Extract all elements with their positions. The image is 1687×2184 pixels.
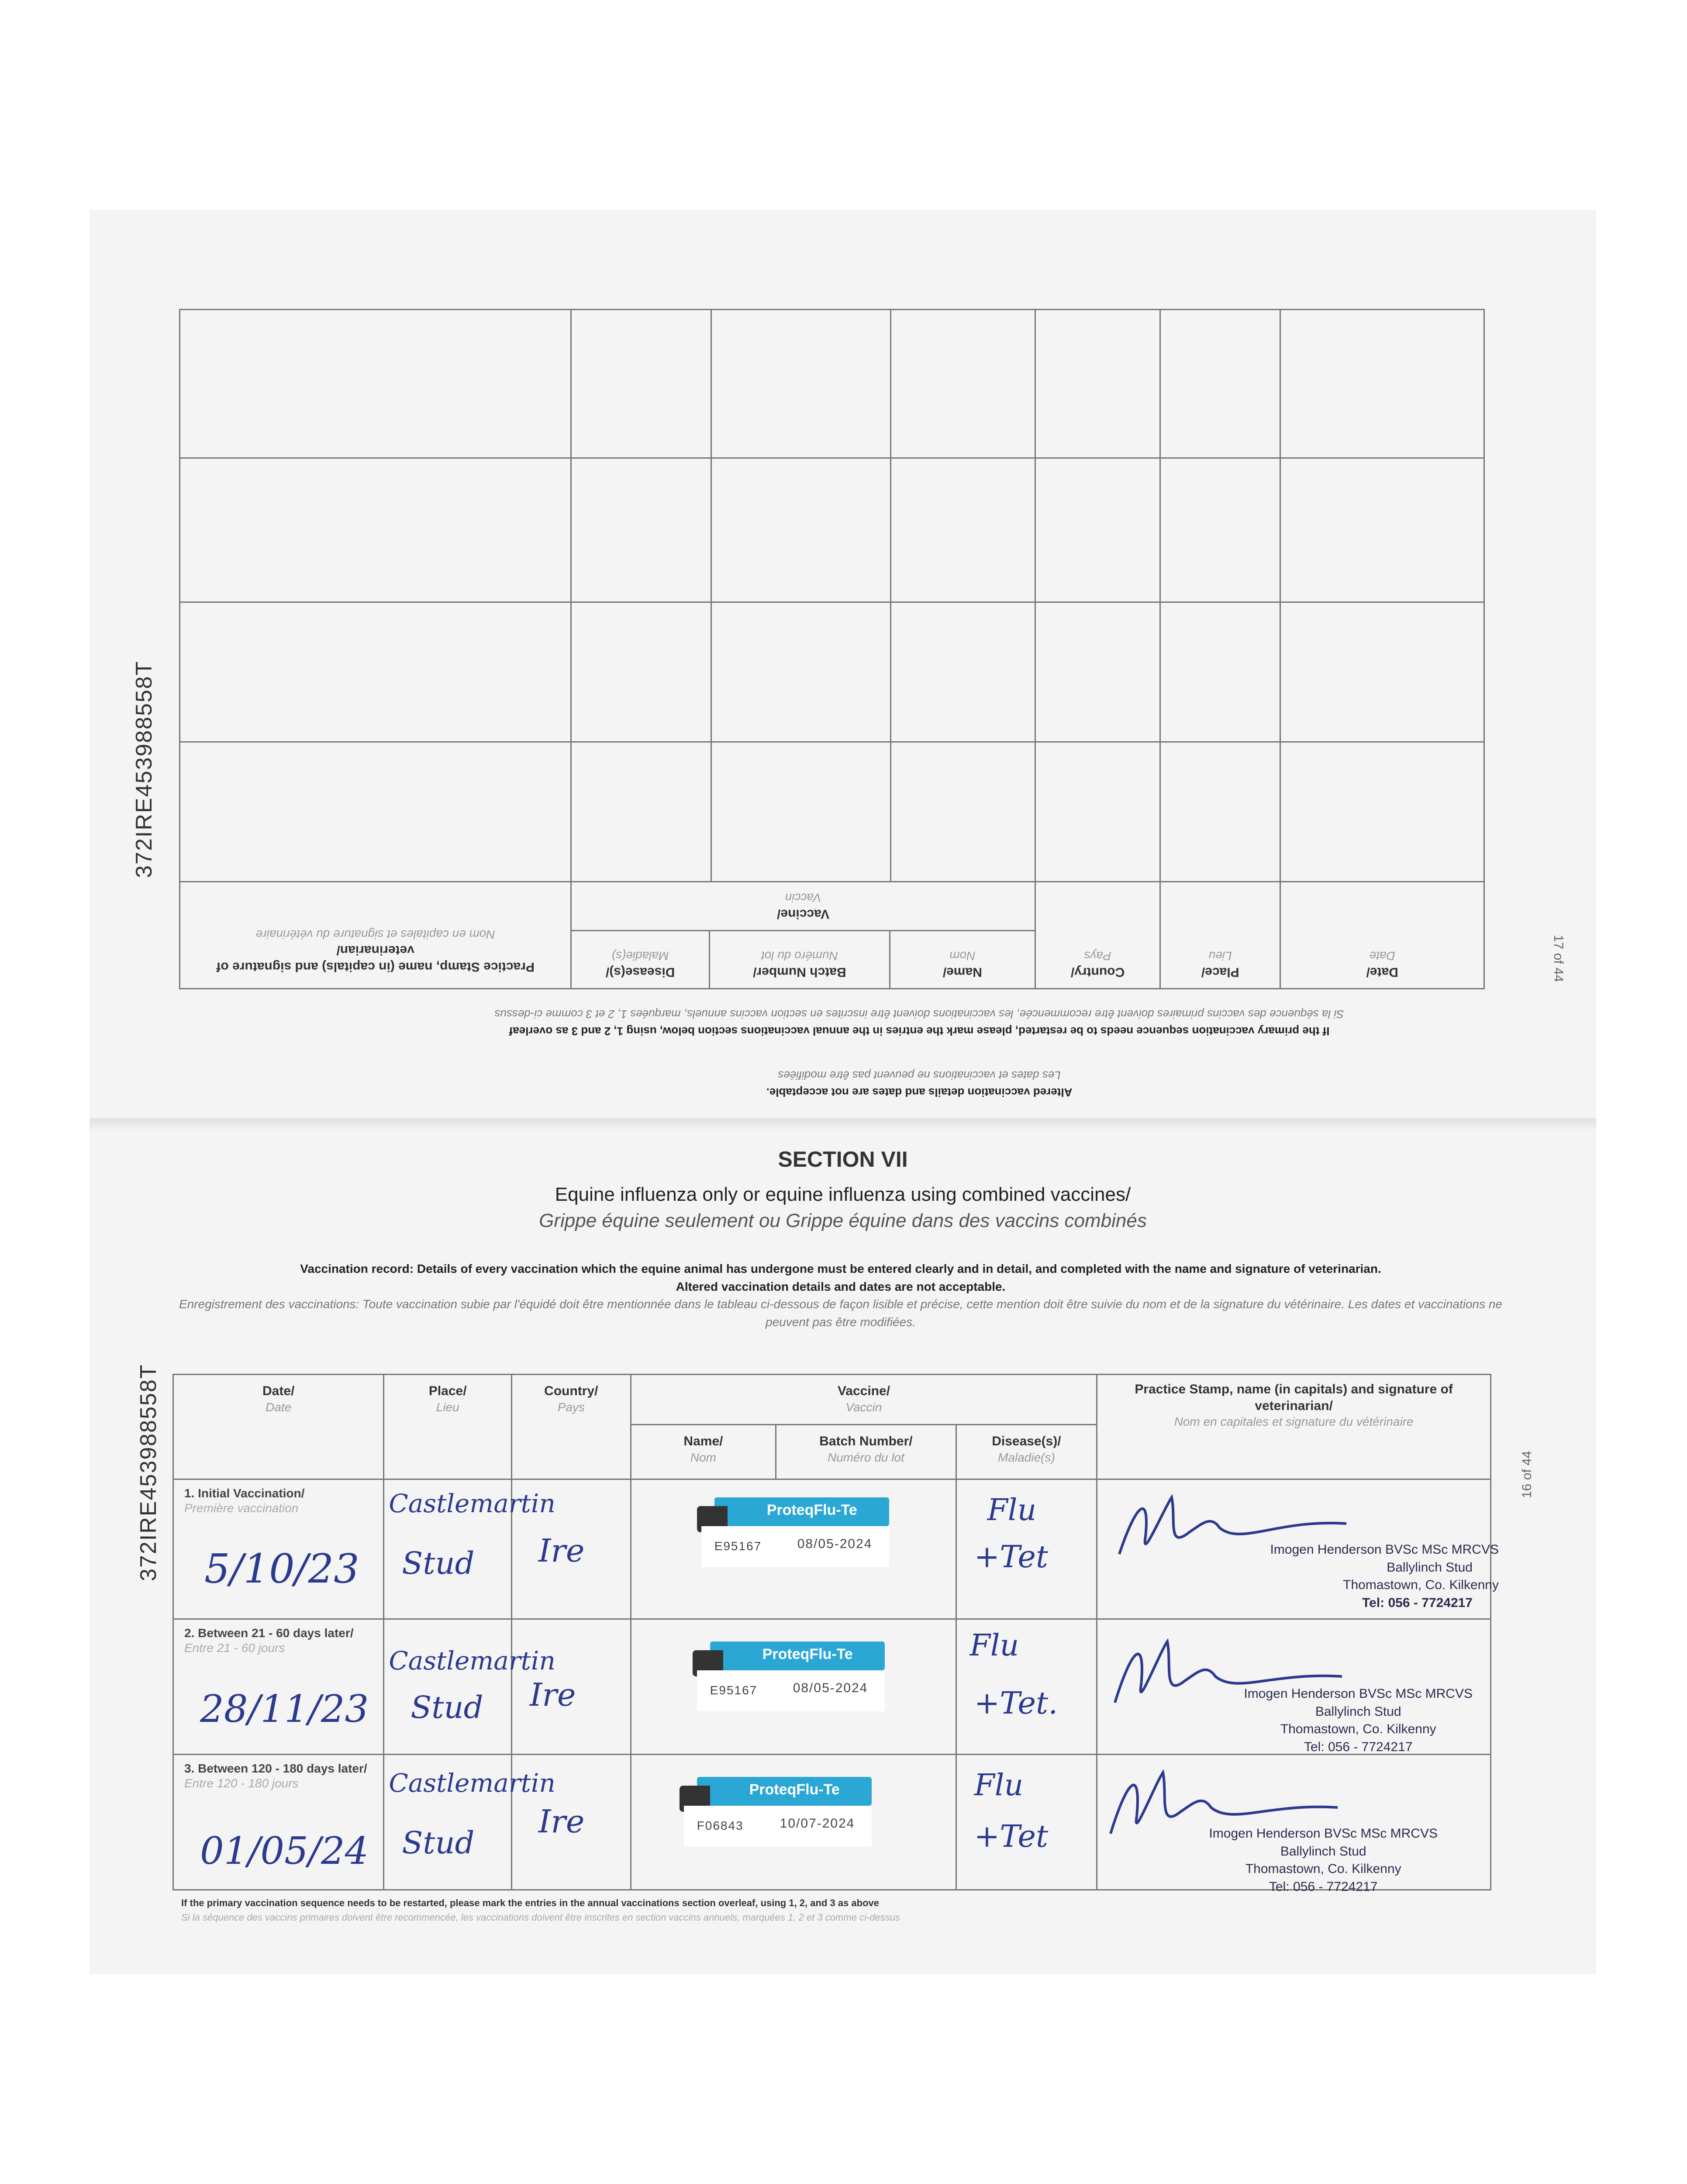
- top-row-cell[interactable]: [571, 602, 711, 742]
- disease-cell[interactable]: [956, 1619, 1097, 1755]
- top-row-cell[interactable]: [571, 458, 711, 602]
- top-row-cell[interactable]: [890, 310, 1035, 458]
- top-row-cell[interactable]: [180, 742, 571, 882]
- top-row-cell[interactable]: [180, 310, 571, 458]
- header-place: Place/ Lieu: [384, 1375, 512, 1479]
- top-note-restart-fr: Si la séquence des vaccins primaires doivent être recommencée, les vaccinations doivent être inscrites en section vaccins annuels, marquées 1, 2 et 3 comme ci-dessus: [494, 1008, 1344, 1021]
- place-cell[interactable]: [384, 1755, 555, 1890]
- record-note: Vaccination record: Details of every vaccination which the equine animal has undergone must be entered clearly and in detail, and completed with the name and signature of veterinarian.: [300, 1262, 1381, 1275]
- top-row-cell[interactable]: [711, 310, 890, 458]
- sticker-brand: ProteqFlu-Te: [766, 1502, 857, 1518]
- top-row-cell[interactable]: [711, 742, 890, 882]
- top-header-place: Place/ Lieu: [1160, 882, 1280, 989]
- handwritten-disease: Flu: [974, 1768, 1024, 1803]
- handwritten-disease: Flu: [969, 1628, 1019, 1663]
- vaccine-sticker: [697, 1497, 889, 1567]
- bottom-side-id: 372IRE453988558T: [136, 1364, 161, 1581]
- top-note-altered-fr: Les dates et vaccinations ne peuvent pas être modifiées: [778, 1069, 1061, 1082]
- top-row-cell[interactable]: [890, 458, 1035, 602]
- vaccination-table: [172, 1374, 1499, 1894]
- vaccine-sticker-cell[interactable]: [631, 1479, 956, 1619]
- top-page-number: 17 of 44: [1551, 935, 1566, 982]
- sticker-batch: F06843: [697, 1819, 744, 1832]
- handwritten-country: Ire: [529, 1676, 576, 1713]
- top-note-restart: If the primary vaccination sequence needs to be restarted, please mark the entries in the annual vaccinations section below, using 1, 2 and 3 as overleaf: [509, 1025, 1330, 1038]
- record-note-fr: Enregistrement des vaccinations: Toute vaccination subie par l'équidé doit être mentionnée dans le tableau ci-dessous de façon lisible et précise, cette mention doit être suivie du nom et de la signature du vétérinaire. Les dates et vaccinations ne peuvent pas être modifiées.: [179, 1297, 1503, 1329]
- top-row-cell[interactable]: [890, 602, 1035, 742]
- top-notes-altered: [373, 1067, 1465, 1101]
- header-practice: Practice Stamp, name (in capitals) and signature of veterinarian/ Nom en capitales et signature du vétérinaire: [1097, 1375, 1491, 1479]
- vaccine-sticker: [680, 1777, 872, 1847]
- bottom-page: [90, 1129, 1596, 1974]
- handwritten-disease-2: +Tet: [974, 1818, 1049, 1854]
- disease-cell[interactable]: [956, 1479, 1097, 1619]
- header-country: Country/ Pays: [511, 1375, 631, 1479]
- sticker-expiry: 10/07-2024: [780, 1816, 855, 1831]
- handwritten-place-2: Stud: [402, 1545, 475, 1581]
- disease-cell[interactable]: [956, 1755, 1097, 1890]
- practice-cell[interactable]: [1097, 1619, 1491, 1755]
- top-note-altered: Altered vaccination details and dates are not acceptable.: [766, 1086, 1073, 1099]
- foot-note: If the primary vaccination sequence needs to be restarted, please mark the entries in the annual vaccinations section overleaf, using 1, 2, and 3 as above: [181, 1897, 880, 1908]
- handwritten-place: Castlemartin: [389, 1646, 555, 1676]
- handwritten-place: Castlemartin: [389, 1489, 555, 1518]
- table-row: [173, 1479, 1491, 1619]
- bottom-page-number: 16 of 44: [1520, 1451, 1534, 1498]
- top-row-cell[interactable]: [1035, 742, 1160, 882]
- top-row-cell[interactable]: [1035, 602, 1160, 742]
- top-row-cell[interactable]: [1160, 742, 1280, 882]
- practice-cell[interactable]: [1097, 1755, 1491, 1894]
- vaccine-sticker-cell[interactable]: [631, 1619, 956, 1755]
- record-notes: [172, 1260, 1509, 1331]
- top-vaccination-table: [179, 309, 1485, 989]
- top-row-cell[interactable]: [711, 602, 890, 742]
- handwritten-date: 28/11/23: [200, 1687, 369, 1731]
- top-row-cell[interactable]: [1280, 742, 1484, 882]
- handwritten-country: Ire: [538, 1532, 585, 1569]
- table-row: [173, 1619, 1491, 1755]
- practice-stamp: Imogen Henderson BVSc MSc MRCVS Ballylinch Stud Thomastown, Co. Kilkenny Tel: 056 - 7724217: [1270, 1542, 1499, 1610]
- top-header-country: Country/ Pays: [1035, 882, 1160, 989]
- practice-stamp: Imogen Henderson BVSc MSc MRCVS Ballylinch Stud Thomastown, Co. Kilkenny Tel: 056 - 7724217: [1209, 1826, 1438, 1894]
- vaccine-sticker: [693, 1641, 885, 1711]
- sticker-batch: E95167: [714, 1539, 762, 1553]
- top-side-id: 372IRE453988558T: [131, 660, 157, 878]
- top-row-cell[interactable]: [1160, 310, 1280, 458]
- sticker-brand: ProteqFlu-Te: [749, 1781, 840, 1798]
- top-row-cell[interactable]: [1160, 602, 1280, 742]
- vaccine-sticker-cell[interactable]: [631, 1755, 956, 1890]
- record-note-2: Altered vaccination details and dates are not acceptable.: [676, 1279, 1006, 1293]
- top-header-vaccine: Name/ Nom Batch Number/ Numéro du lot Disease(s)/ Maladie(s) Vaccine/ Vaccin: [571, 882, 1035, 989]
- handwritten-country: Ire: [538, 1803, 585, 1840]
- top-header-practice: Practice Stamp, name (in capitals) and signature of veterinarian/ Nom en capitales et signature du vétérinaire: [180, 882, 571, 989]
- handwritten-disease-2: +Tet: [974, 1539, 1049, 1575]
- handwritten-date: 01/05/24: [200, 1829, 369, 1873]
- country-cell[interactable]: [511, 1619, 631, 1755]
- header-vaccine: Vaccine/ Vaccin: [631, 1375, 1097, 1425]
- top-row-cell[interactable]: [711, 458, 890, 602]
- date-cell[interactable]: 2. Between 21 - 60 days later/ Entre 21 - 60 jours 28/11/23: [173, 1619, 384, 1755]
- top-row-cell[interactable]: [890, 742, 1035, 882]
- practice-cell[interactable]: [1097, 1479, 1499, 1619]
- header-name: Name/ Nom: [631, 1425, 776, 1479]
- top-row-cell[interactable]: [180, 602, 571, 742]
- top-row-cell[interactable]: [1280, 310, 1484, 458]
- top-row-cell[interactable]: [571, 310, 711, 458]
- handwritten-place-2: Stud: [411, 1690, 483, 1725]
- sticker-batch: E95167: [710, 1683, 758, 1697]
- date-cell[interactable]: 3. Between 120 - 180 days later/ Entre 120 - 180 jours 01/05/24: [173, 1755, 384, 1890]
- section-title: SECTION VII: [778, 1147, 908, 1171]
- top-row-cell[interactable]: [571, 742, 711, 882]
- handwritten-disease-2: +Tet.: [974, 1685, 1058, 1721]
- top-row-cell[interactable]: [1035, 310, 1160, 458]
- top-page: [90, 210, 1596, 1127]
- header-disease: Disease(s)/ Maladie(s): [956, 1425, 1097, 1479]
- table-row: [173, 1755, 1491, 1890]
- handwritten-place-2: Stud: [402, 1825, 475, 1861]
- header-date: Date/ Date: [173, 1375, 384, 1479]
- header-batch: Batch Number/ Numéro du lot: [776, 1425, 956, 1479]
- top-row-cell[interactable]: [1035, 458, 1160, 602]
- handwritten-disease: Flu: [987, 1493, 1037, 1527]
- top-row-cell[interactable]: [1280, 602, 1484, 742]
- section-heading-fr: Grippe équine seulement ou Grippe équine dans des vaccins combinés: [539, 1210, 1147, 1231]
- handwritten-place: Castlemartin: [389, 1768, 555, 1798]
- top-row-cell[interactable]: [180, 458, 571, 602]
- top-row-cell[interactable]: [1160, 458, 1280, 602]
- handwritten-date: 5/10/23: [204, 1545, 359, 1592]
- place-cell[interactable]: [384, 1479, 555, 1619]
- top-header-date: Date/ Date: [1280, 882, 1484, 989]
- sticker-brand: ProteqFlu-Te: [762, 1646, 853, 1662]
- sticker-expiry: 08/05-2024: [797, 1537, 873, 1551]
- top-row-cell[interactable]: [1280, 458, 1484, 602]
- practice-stamp: Imogen Henderson BVSc MSc MRCVS Ballylinch Stud Thomastown, Co. Kilkenny Tel: 056 - 7724217: [1244, 1686, 1473, 1754]
- sticker-expiry: 08/05-2024: [793, 1681, 868, 1695]
- top-notes: [373, 1006, 1465, 1040]
- date-cell[interactable]: 1. Initial Vaccination/ Première vaccination 5/10/23: [173, 1479, 384, 1619]
- foot-note-fr: Si la séquence des vaccins primaires doivent être recommencée, les vaccinations doivent être inscrites en section vaccins annuels, marquées 1, 2 et 3 comme ci-dessus: [181, 1912, 900, 1923]
- section-heading: Equine influenza only or equine influenza using combined vaccines/: [555, 1184, 1131, 1205]
- foot-notes: [181, 1896, 900, 1925]
